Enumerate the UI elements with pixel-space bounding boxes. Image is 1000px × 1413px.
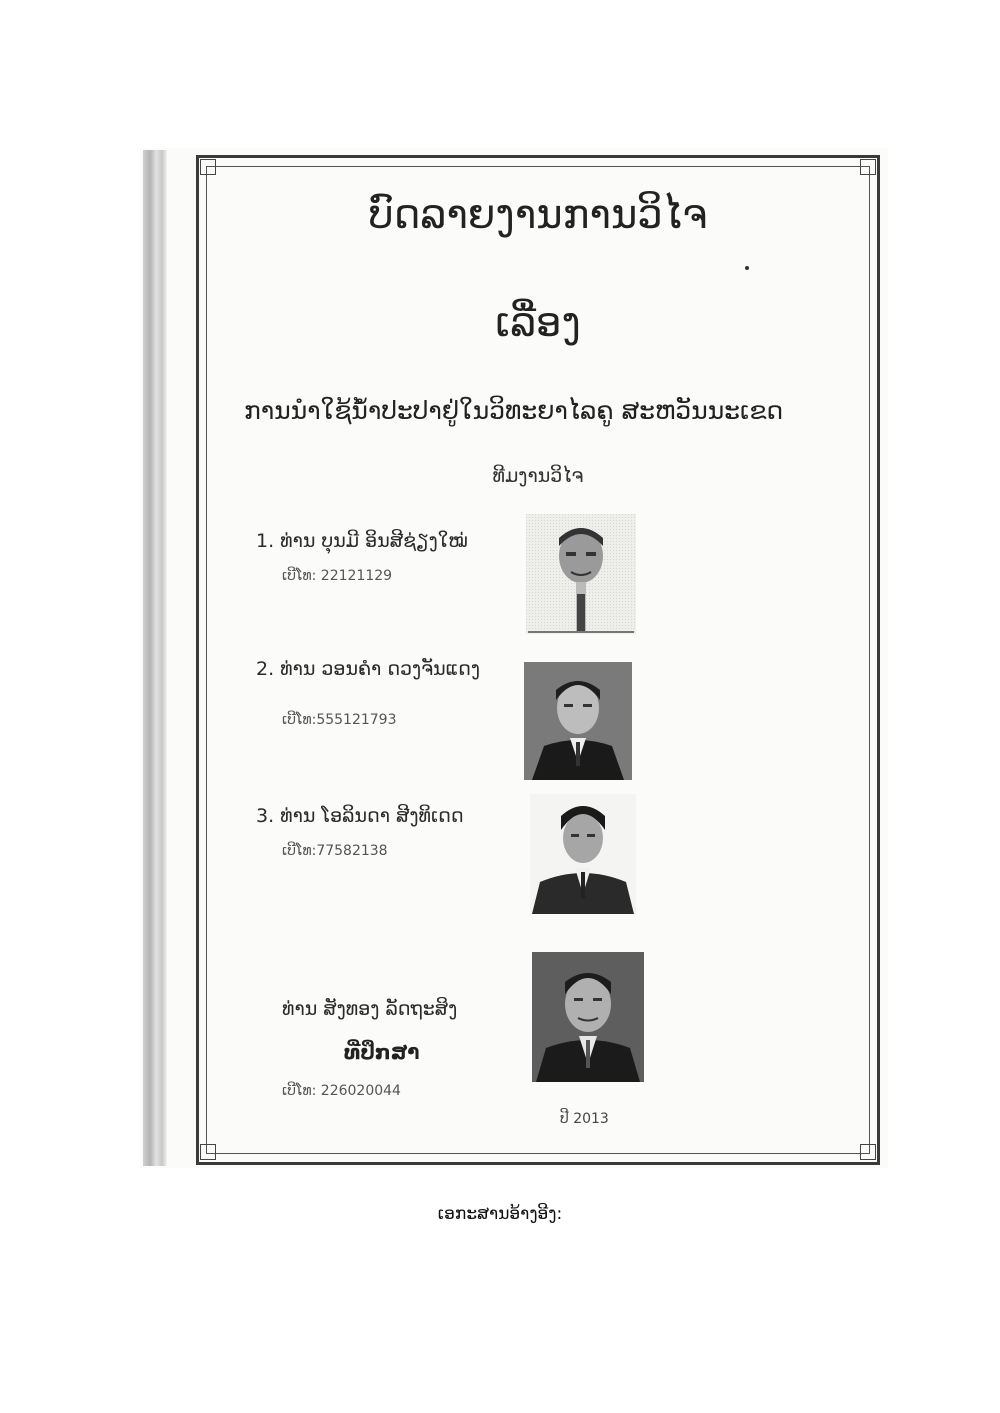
member-phone: ເບີໂທ:555121793 [282,712,397,728]
frame-corner-ornament [200,1144,216,1160]
member-photo [526,514,636,634]
frame-corner-ornament [860,159,876,175]
member-name: 1. ທ່ານ ບຸນມີ ອິນສີຊ່ຽງໃໝ່ [256,530,468,552]
frame-corner-ornament [860,1144,876,1160]
report-topic: ການນຳໃຊ້ນ້ຳປະປາຢູ່ໃນວິທະຍາໄລຄູ ສະຫວັນນະເຂດ [244,396,784,425]
references-caption: ເອກະສານອ້າງອີງ: [437,1204,563,1224]
member-photo [530,794,636,914]
member-name: 2. ທ່ານ ວອນຄຳ ດວງຈັນແດງ [256,658,481,680]
team-heading: ທີມງານວິໄຈ [492,465,584,487]
publication-year: ປີ 2013 [560,1111,609,1127]
advisor-name: ທ່ານ ສັງທອງ ລັດຖະສິງ [282,998,458,1020]
advisor-role: ທີ່ປຶກສາ [344,1040,420,1064]
subject-label: ເລື່ອງ [495,300,581,346]
member-photo [524,662,632,780]
member-name: 3. ທ່ານ ໂອລິນດາ ສີງທິເດດ [256,805,464,827]
scan-speck [745,266,749,270]
binding-edge [143,150,167,1166]
report-title: ບົດລາຍງານການວິໄຈ [368,192,708,238]
advisor-photo [532,952,644,1082]
frame-corner-ornament [200,159,216,175]
member-phone: ເບີໂທ: 22121129 [282,568,393,584]
member-phone: ເບີໂທ:77582138 [282,843,388,859]
advisor-phone: ເບີໂທ: 226020044 [282,1083,401,1099]
